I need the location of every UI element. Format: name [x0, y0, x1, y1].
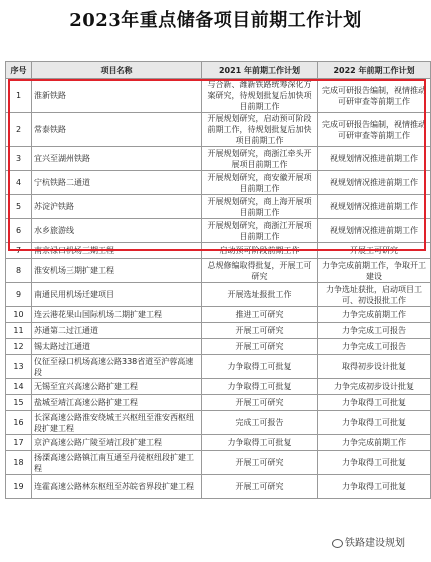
row-plan-2022: 力争完成工可报告	[318, 339, 431, 355]
row-name: 连霍高速公路林东枢纽至苏皖省界段扩建工程	[32, 475, 202, 499]
row-plan-2022: 力争取得工可批复	[318, 411, 431, 435]
row-plan-2022: 视规划情况推进前期工作	[318, 147, 431, 171]
table-row	[6, 147, 431, 171]
row-plan-2021: 开展工可研究	[202, 395, 318, 411]
row-plan-2022: 力争完成前期工作	[318, 435, 431, 451]
row-plan-2022: 开展工可研究	[318, 243, 431, 259]
row-plan-2022: 视规划情况推进前期工作	[318, 171, 431, 195]
row-num: 7	[6, 243, 32, 259]
row-plan-2021: 总规修编取得批复，开展工可研究	[202, 259, 318, 283]
table-row	[6, 283, 431, 307]
row-plan-2021: 与合新、潍新铁路统筹深化方案研究，待规划批复后加快项目前期工作	[202, 79, 318, 113]
row-plan-2022: 力争取得工可批复	[318, 451, 431, 475]
row-num: 14	[6, 379, 32, 395]
watermark	[330, 534, 407, 549]
row-num: 6	[6, 219, 32, 243]
table-row	[6, 195, 431, 219]
row-plan-2021: 开展工可研究	[202, 323, 318, 339]
row-num: 1	[6, 79, 32, 113]
row-plan-2021: 开展规划研究，商安徽开展项目前期工作	[202, 171, 318, 195]
row-num: 13	[6, 355, 32, 379]
row-name: 连云港花果山国际机场二期扩建工程	[32, 307, 202, 323]
table-row	[6, 113, 431, 147]
row-num: 9	[6, 283, 32, 307]
row-name: 常泰铁路	[32, 113, 202, 147]
row-num: 2	[6, 113, 32, 147]
row-name: 盐城至靖江高速公路扩建工程	[32, 395, 202, 411]
table-row	[6, 171, 431, 195]
row-name: 苏通第二过江通道	[32, 323, 202, 339]
table-row	[6, 307, 431, 323]
col-header-name: 项目名称	[32, 62, 202, 79]
row-plan-2021: 力争取得工可批复	[202, 435, 318, 451]
row-plan-2021: 开展规划研究，商浙江牵头开展项目前期工作	[202, 147, 318, 171]
row-plan-2021: 推进工可研究	[202, 307, 318, 323]
table-row	[6, 79, 431, 113]
row-plan-2021: 开展选址报批工作	[202, 283, 318, 307]
row-name: 无锡至宜兴高速公路扩建工程	[32, 379, 202, 395]
row-num: 8	[6, 259, 32, 283]
row-name: 淮安机场三期扩建工程	[32, 259, 202, 283]
row-plan-2022: 力争完成前期工作	[318, 307, 431, 323]
project-table	[5, 61, 431, 499]
row-plan-2021: 力争取得工可批复	[202, 355, 318, 379]
row-num: 18	[6, 451, 32, 475]
table-row	[6, 323, 431, 339]
row-name: 水乡旅游线	[32, 219, 202, 243]
row-num: 11	[6, 323, 32, 339]
row-name: 仪征至禄口机场高速公路338省道至沪蓉高速段	[32, 355, 202, 379]
row-plan-2022: 完成可研报告编制，视情推动可研审查等前期工作	[318, 113, 431, 147]
row-plan-2021: 力争取得工可批复	[202, 379, 318, 395]
row-num: 12	[6, 339, 32, 355]
row-name: 京沪高速公路广陵至靖江段扩建工程	[32, 435, 202, 451]
page-title: 2023年重点储备项目前期工作计划	[69, 10, 362, 31]
row-plan-2021: 开展规划研究，商上海开展项目前期工作	[202, 195, 318, 219]
row-num: 5	[6, 195, 32, 219]
row-name: 宜兴至湖州铁路	[32, 147, 202, 171]
row-name: 南京禄口机场三期工程	[32, 243, 202, 259]
col-header-2022: 2022 年前期工作计划	[318, 62, 431, 79]
row-name: 锡太路过江通道	[32, 339, 202, 355]
row-plan-2022: 力争完成前期工作，争取开工建设	[318, 259, 431, 283]
watermark-text: 铁路建设规划	[345, 538, 405, 549]
table-row	[6, 435, 431, 451]
row-plan-2022: 完成可研报告编制，视情推动可研审查等前期工作	[318, 79, 431, 113]
row-plan-2022: 力争完成工可报告	[318, 323, 431, 339]
row-name: 扬溧高速公路镇江南互通至丹徒枢纽段扩建工程	[32, 451, 202, 475]
table-row	[6, 355, 431, 379]
row-num: 10	[6, 307, 32, 323]
row-plan-2022: 视规划情况推进前期工作	[318, 195, 431, 219]
table-row	[6, 395, 431, 411]
row-num: 17	[6, 435, 32, 451]
row-plan-2022: 力争取得工可批复	[318, 475, 431, 499]
row-plan-2022: 力争取得工可批复	[318, 395, 431, 411]
wechat-icon	[332, 539, 343, 548]
col-header-2021: 2021 年前期工作计划	[202, 62, 318, 79]
row-num: 3	[6, 147, 32, 171]
row-num: 16	[6, 411, 32, 435]
row-name: 宁杭铁路二通道	[32, 171, 202, 195]
table-row	[6, 259, 431, 283]
table-row	[6, 411, 431, 435]
row-num: 15	[6, 395, 32, 411]
row-num: 19	[6, 475, 32, 499]
row-plan-2021: 开展工可研究	[202, 339, 318, 355]
row-name: 淮新铁路	[32, 79, 202, 113]
row-plan-2022: 力争完成初步设计批复	[318, 379, 431, 395]
row-name: 南通民用机场迁建项目	[32, 283, 202, 307]
row-num: 4	[6, 171, 32, 195]
row-plan-2022: 视规划情况推进前期工作	[318, 219, 431, 243]
row-name: 长深高速公路淮安绕城王兴枢纽至淮安西枢纽段扩建工程	[32, 411, 202, 435]
table-row	[6, 219, 431, 243]
row-plan-2021: 完成工可报告	[202, 411, 318, 435]
row-plan-2021: 开展规划研究，启动预可阶段前期工作，待规划批复后加快项目前期工作	[202, 113, 318, 147]
row-plan-2021: 启动预可阶段前期工作	[202, 243, 318, 259]
table-row	[6, 475, 431, 499]
table-header-row	[6, 62, 431, 79]
row-plan-2021: 开展工可研究	[202, 451, 318, 475]
row-plan-2022: 力争选址获批，启动项目工可、初设报批工作	[318, 283, 431, 307]
row-plan-2021: 开展规划研究，商浙江开展项目前期工作	[202, 219, 318, 243]
row-name: 苏淀沪铁路	[32, 195, 202, 219]
col-header-num: 序号	[6, 62, 32, 79]
row-plan-2022: 取得初步设计批复	[318, 355, 431, 379]
table-row	[6, 379, 431, 395]
table-row	[6, 243, 431, 259]
row-plan-2021: 开展工可研究	[202, 475, 318, 499]
table-row	[6, 339, 431, 355]
table-row	[6, 451, 431, 475]
